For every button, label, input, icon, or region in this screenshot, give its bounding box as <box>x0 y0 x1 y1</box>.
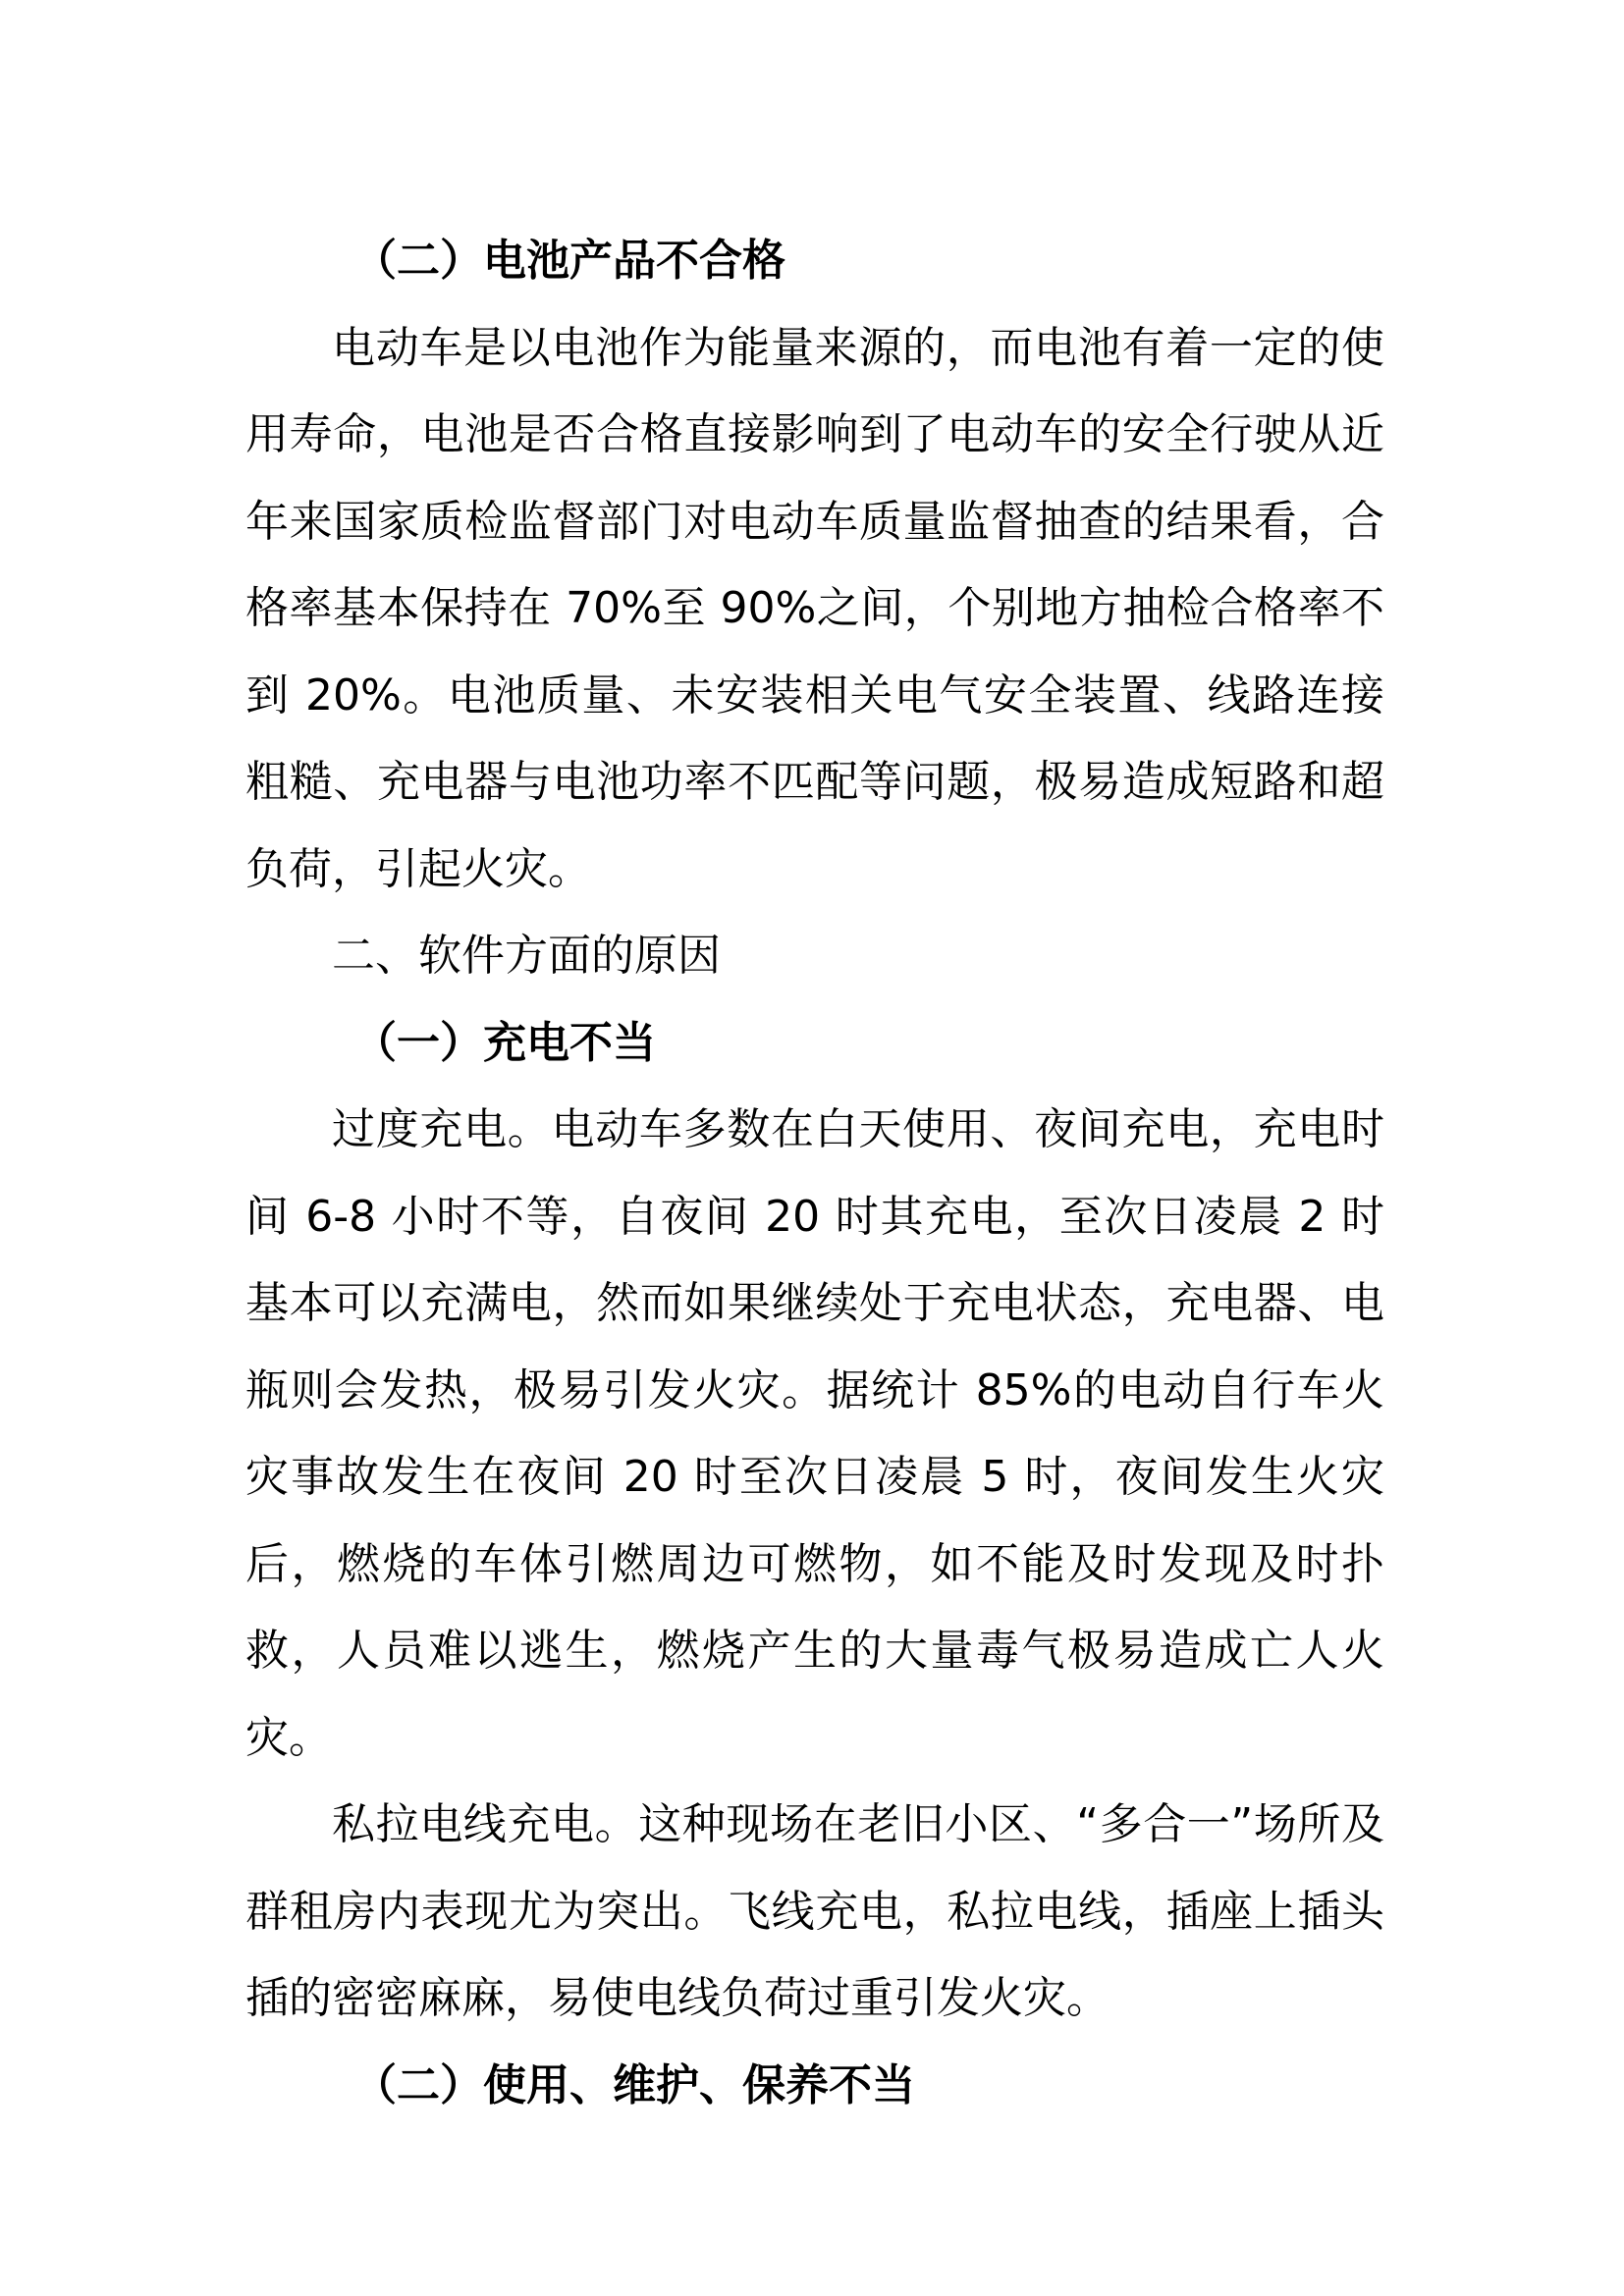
section-title-software: 二、软件方面的原因 <box>332 931 721 981</box>
document-body <box>245 218 1384 2129</box>
heading-battery-unqualified: （二）电池产品不合格 <box>353 236 785 286</box>
heading-improper-charging: （一）充电不当 <box>353 1017 656 1068</box>
heading-maintenance: （二）使用、维护、保养不当 <box>353 2059 915 2110</box>
paragraph-private-wiring: 私拉电线充电。这种现场在老旧小区、“多合一”场所及群租房内表现尤为突出。飞线充电，私拉电线，插座上插头插的密密麻麻，易使电线负荷过重引发火灾。 <box>245 1799 1384 2023</box>
paragraph-battery: 电动车是以电池作为能量来源的，而电池有着一定的使用寿命，电池是否合格直接影响到了电动车的安全行驶从近年来国家质检监督部门对电动车质量监督抽查的结果看，合格率基本保持在 70%至 90%之间，个别地方抽检合格率不到 20%。电池质量、未安装相关电气安全装置、线路连接粗糙、充电器与电池功率不匹配等问题，极易造成短路和超负荷，引起火灾。 <box>245 322 1384 894</box>
paragraph-overcharge: 过度充电。电动车多数在白天使用、夜间充电，充电时间 6-8 小时不等，自夜间 20 时其充电，至次日凌晨 2 时基本可以充满电，然而如果继续处于充电状态，充电器、电瓶则会发热，极易引发火灾。据统计 85%的电动自行车火灾事故发生在夜间 20 时至次日凌晨 5 时，夜间发生火灾后，燃烧的车体引燃周边可燃物，如不能及时发现及时扑救，人员难以逃生，燃烧产生的大量毒气极易造成亡人火灾。 <box>245 1104 1384 1763</box>
